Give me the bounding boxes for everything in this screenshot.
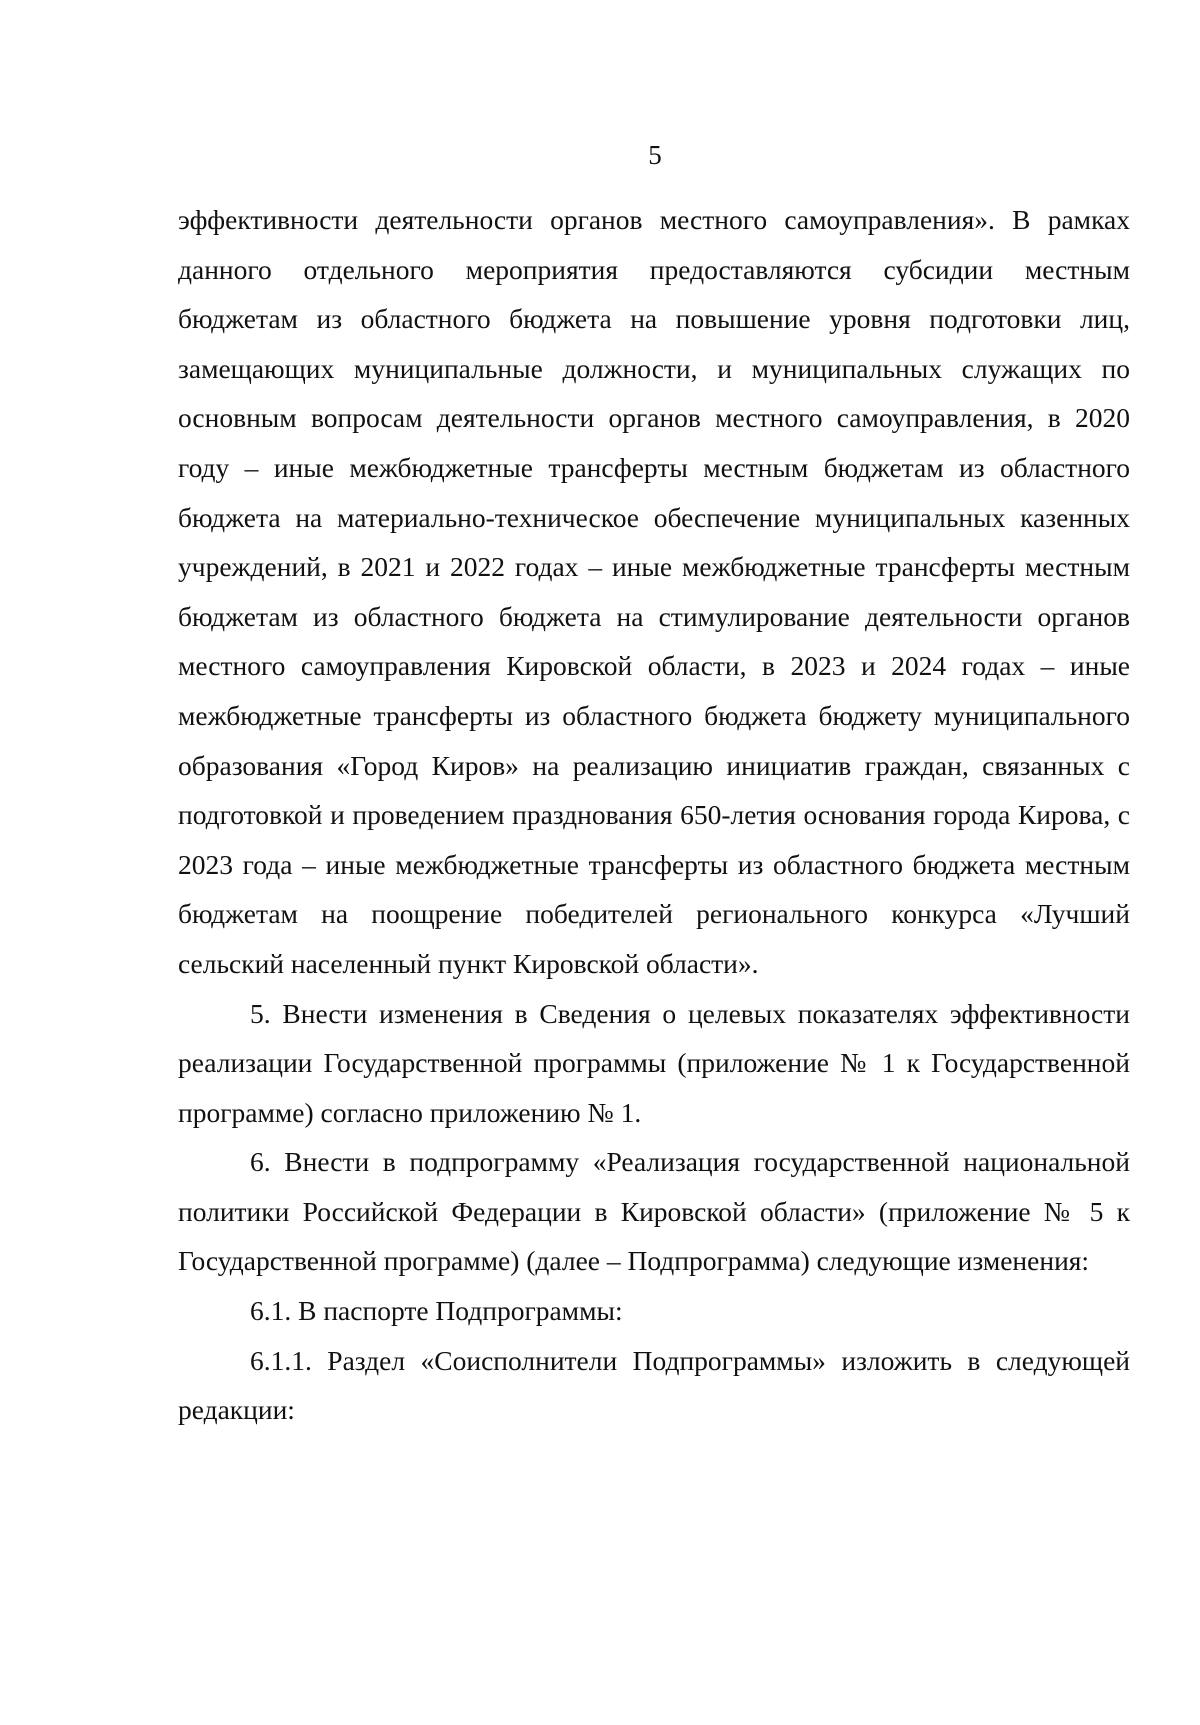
document-body: [178, 195, 1130, 1435]
paragraph-item-6-1: 6.1. В паспорте Подпрограммы:: [250, 1295, 623, 1327]
page-number: 5: [648, 140, 662, 170]
paragraph-item-6-1-1: 6.1.1. Раздел «Соисполнители Подпрограммы» изложить в следующей редакции:: [178, 1344, 1130, 1426]
paragraph-continuation: эффективности деятельности органов местного самоуправления». В рамках данного отдельного мероприятия предоставляются субсидии местным бюджетам из областного бюджета на повышение уровня подготовки лиц, замещающих муниципальные должности, и муниципальных служащих по основным вопросам деятельности органов местного самоуправления, в 2020 году – иные межбюджетные трансферты местным бюджетам из областного бюджета на материально-техническое обеспечение муниципальных казенных учреждений, в 2021 и 2022 годах – иные межбюджетные трансферты местным бюджетам из областного бюджета на стимулирование деятельности органов местного самоуправления Кировской области, в 2023 и 2024 годах – иные межбюджетные трансферты из областного бюджета бюджету муниципального образования «Город Киров» на реализацию инициатив граждан, связанных с подготовкой и проведением празднования 650-летия основания города Кирова, с 2023 года – иные межбюджетные трансферты из областного бюджета местным бюджетам на поощрение победителей регионального конкурса «Лучший сельский населенный пункт Кировской области».: [178, 204, 1130, 979]
paragraph-item-5: 5. Внести изменения в Сведения о целевых показателях эффективности реализации Государственной программы (приложение № 1 к Государственной программе) согласно приложению № 1.: [178, 997, 1130, 1128]
paragraph-item-6: 6. Внести в подпрограмму «Реализация государственной национальной политики Российской Федерации в Кировской области» (приложение № 5 к Государственной программе) (далее – Подпрограмма) следующие изменения:: [178, 1146, 1130, 1277]
